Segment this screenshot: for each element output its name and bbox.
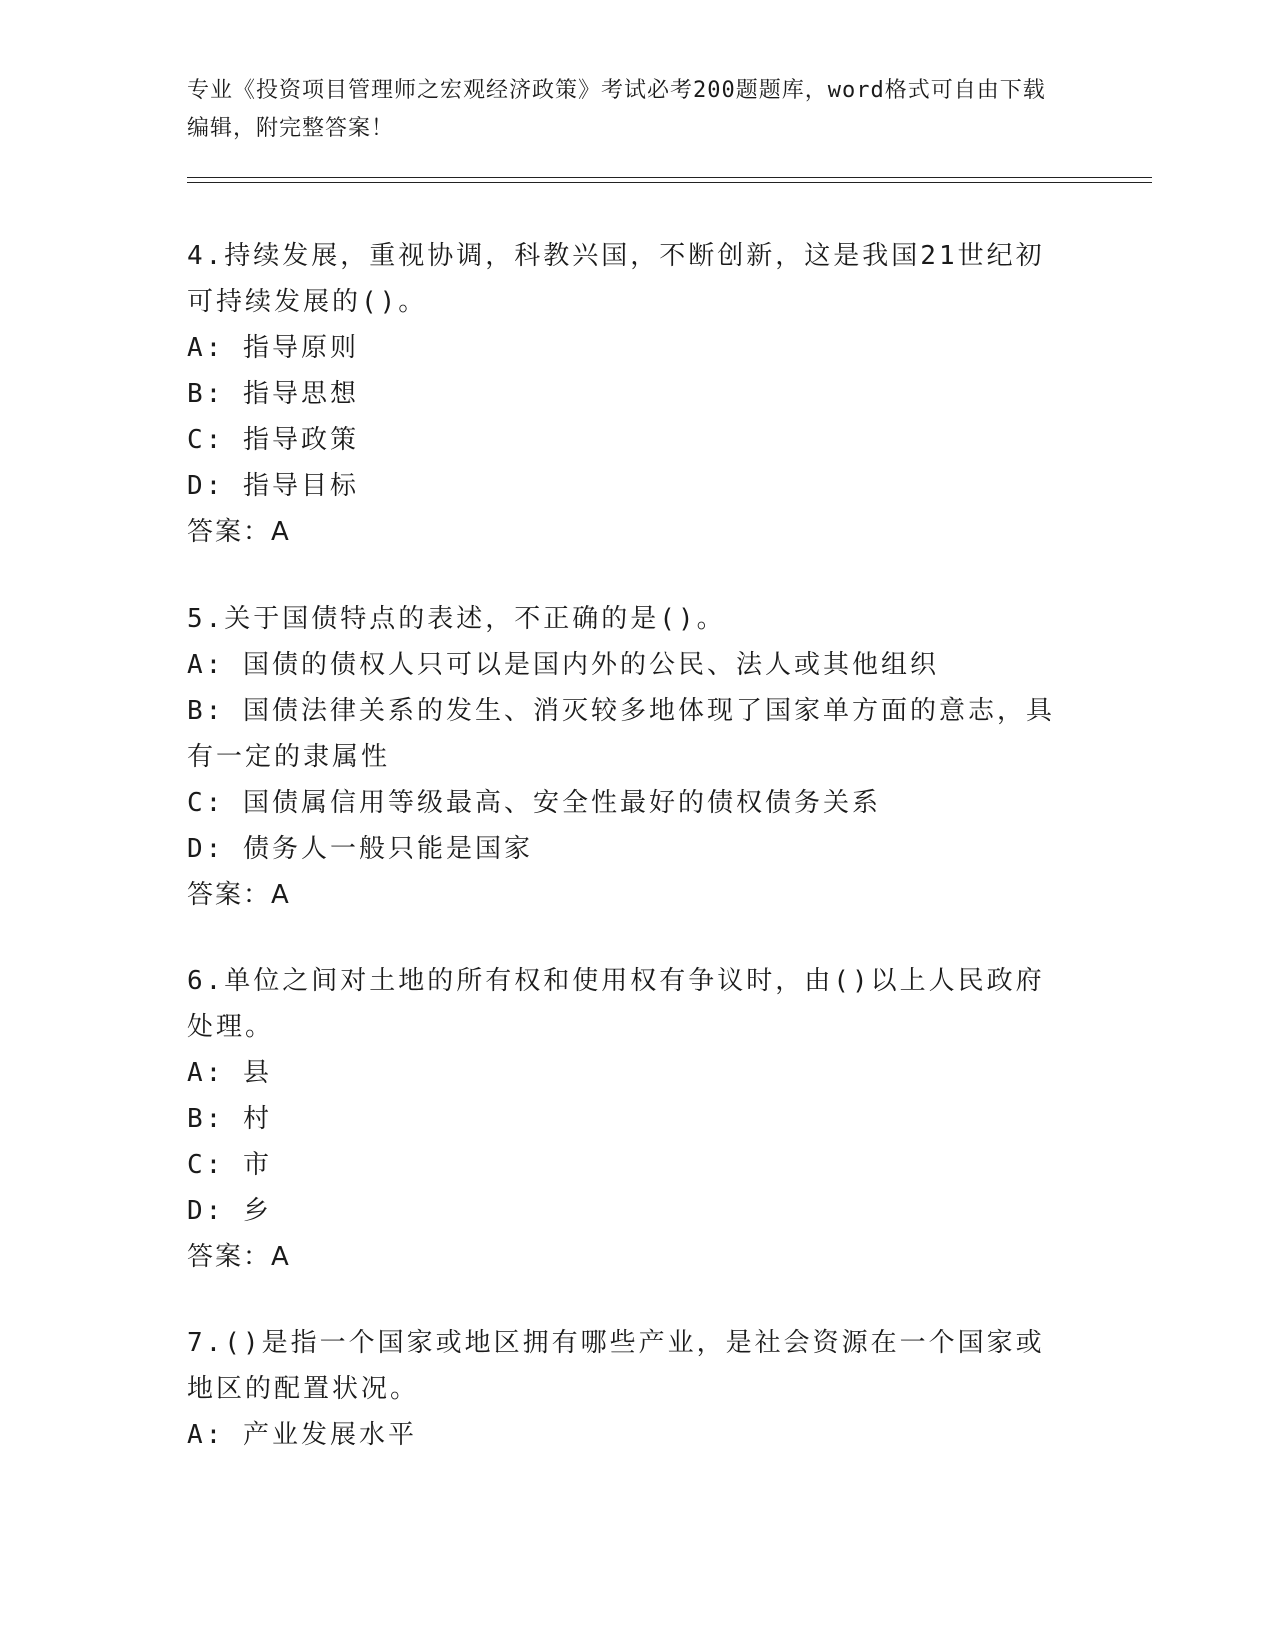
option-b: B: 指导思想 [187, 379, 359, 409]
question-6 [187, 958, 1067, 1280]
option-a: A: 产业发展水平 [187, 1420, 417, 1450]
answer: 答案：A [187, 880, 291, 910]
option-a: A: 国债的债权人只可以是国内外的公民、法人或其他组织 [187, 650, 939, 680]
option-a: A: 指导原则 [187, 333, 359, 363]
header-divider-top [187, 177, 1152, 178]
answer: 答案：A [187, 1242, 291, 1272]
option-a: A: 县 [187, 1058, 272, 1088]
question-4 [187, 233, 1067, 555]
question-stem: 4.持续发展，重视协调，科教兴国，不断创新，这是我国21世纪初可持续发展的()。 [187, 241, 1045, 317]
option-c: C: 市 [187, 1150, 272, 1180]
question-stem: 6.单位之间对土地的所有权和使用权有争议时，由()以上人民政府处理。 [187, 966, 1045, 1042]
question-stem: 7.()是指一个国家或地区拥有哪些产业，是社会资源在一个国家或地区的配置状况。 [187, 1328, 1045, 1404]
question-7 [187, 1320, 1067, 1458]
option-b: B: 村 [187, 1104, 272, 1134]
option-d: D: 乡 [187, 1196, 272, 1226]
option-d: D: 债务人一般只能是国家 [187, 834, 533, 864]
answer: 答案：A [187, 517, 291, 547]
option-d: D: 指导目标 [187, 471, 359, 501]
option-c: C: 国债属信用等级最高、安全性最好的债权债务关系 [187, 788, 881, 818]
option-b: B: 国债法律关系的发生、消灭较多地体现了国家单方面的意志，具有一定的隶属性 [187, 696, 1055, 772]
question-stem: 5.关于国债特点的表述，不正确的是()。 [187, 604, 726, 634]
document-header: 专业《投资项目管理师之宏观经济政策》考试必考200题题库，word格式可自由下载编辑，附完整答案！ [187, 78, 1046, 141]
option-c: C: 指导政策 [187, 425, 359, 455]
header-divider-bottom [187, 182, 1152, 183]
question-5 [187, 596, 1067, 918]
